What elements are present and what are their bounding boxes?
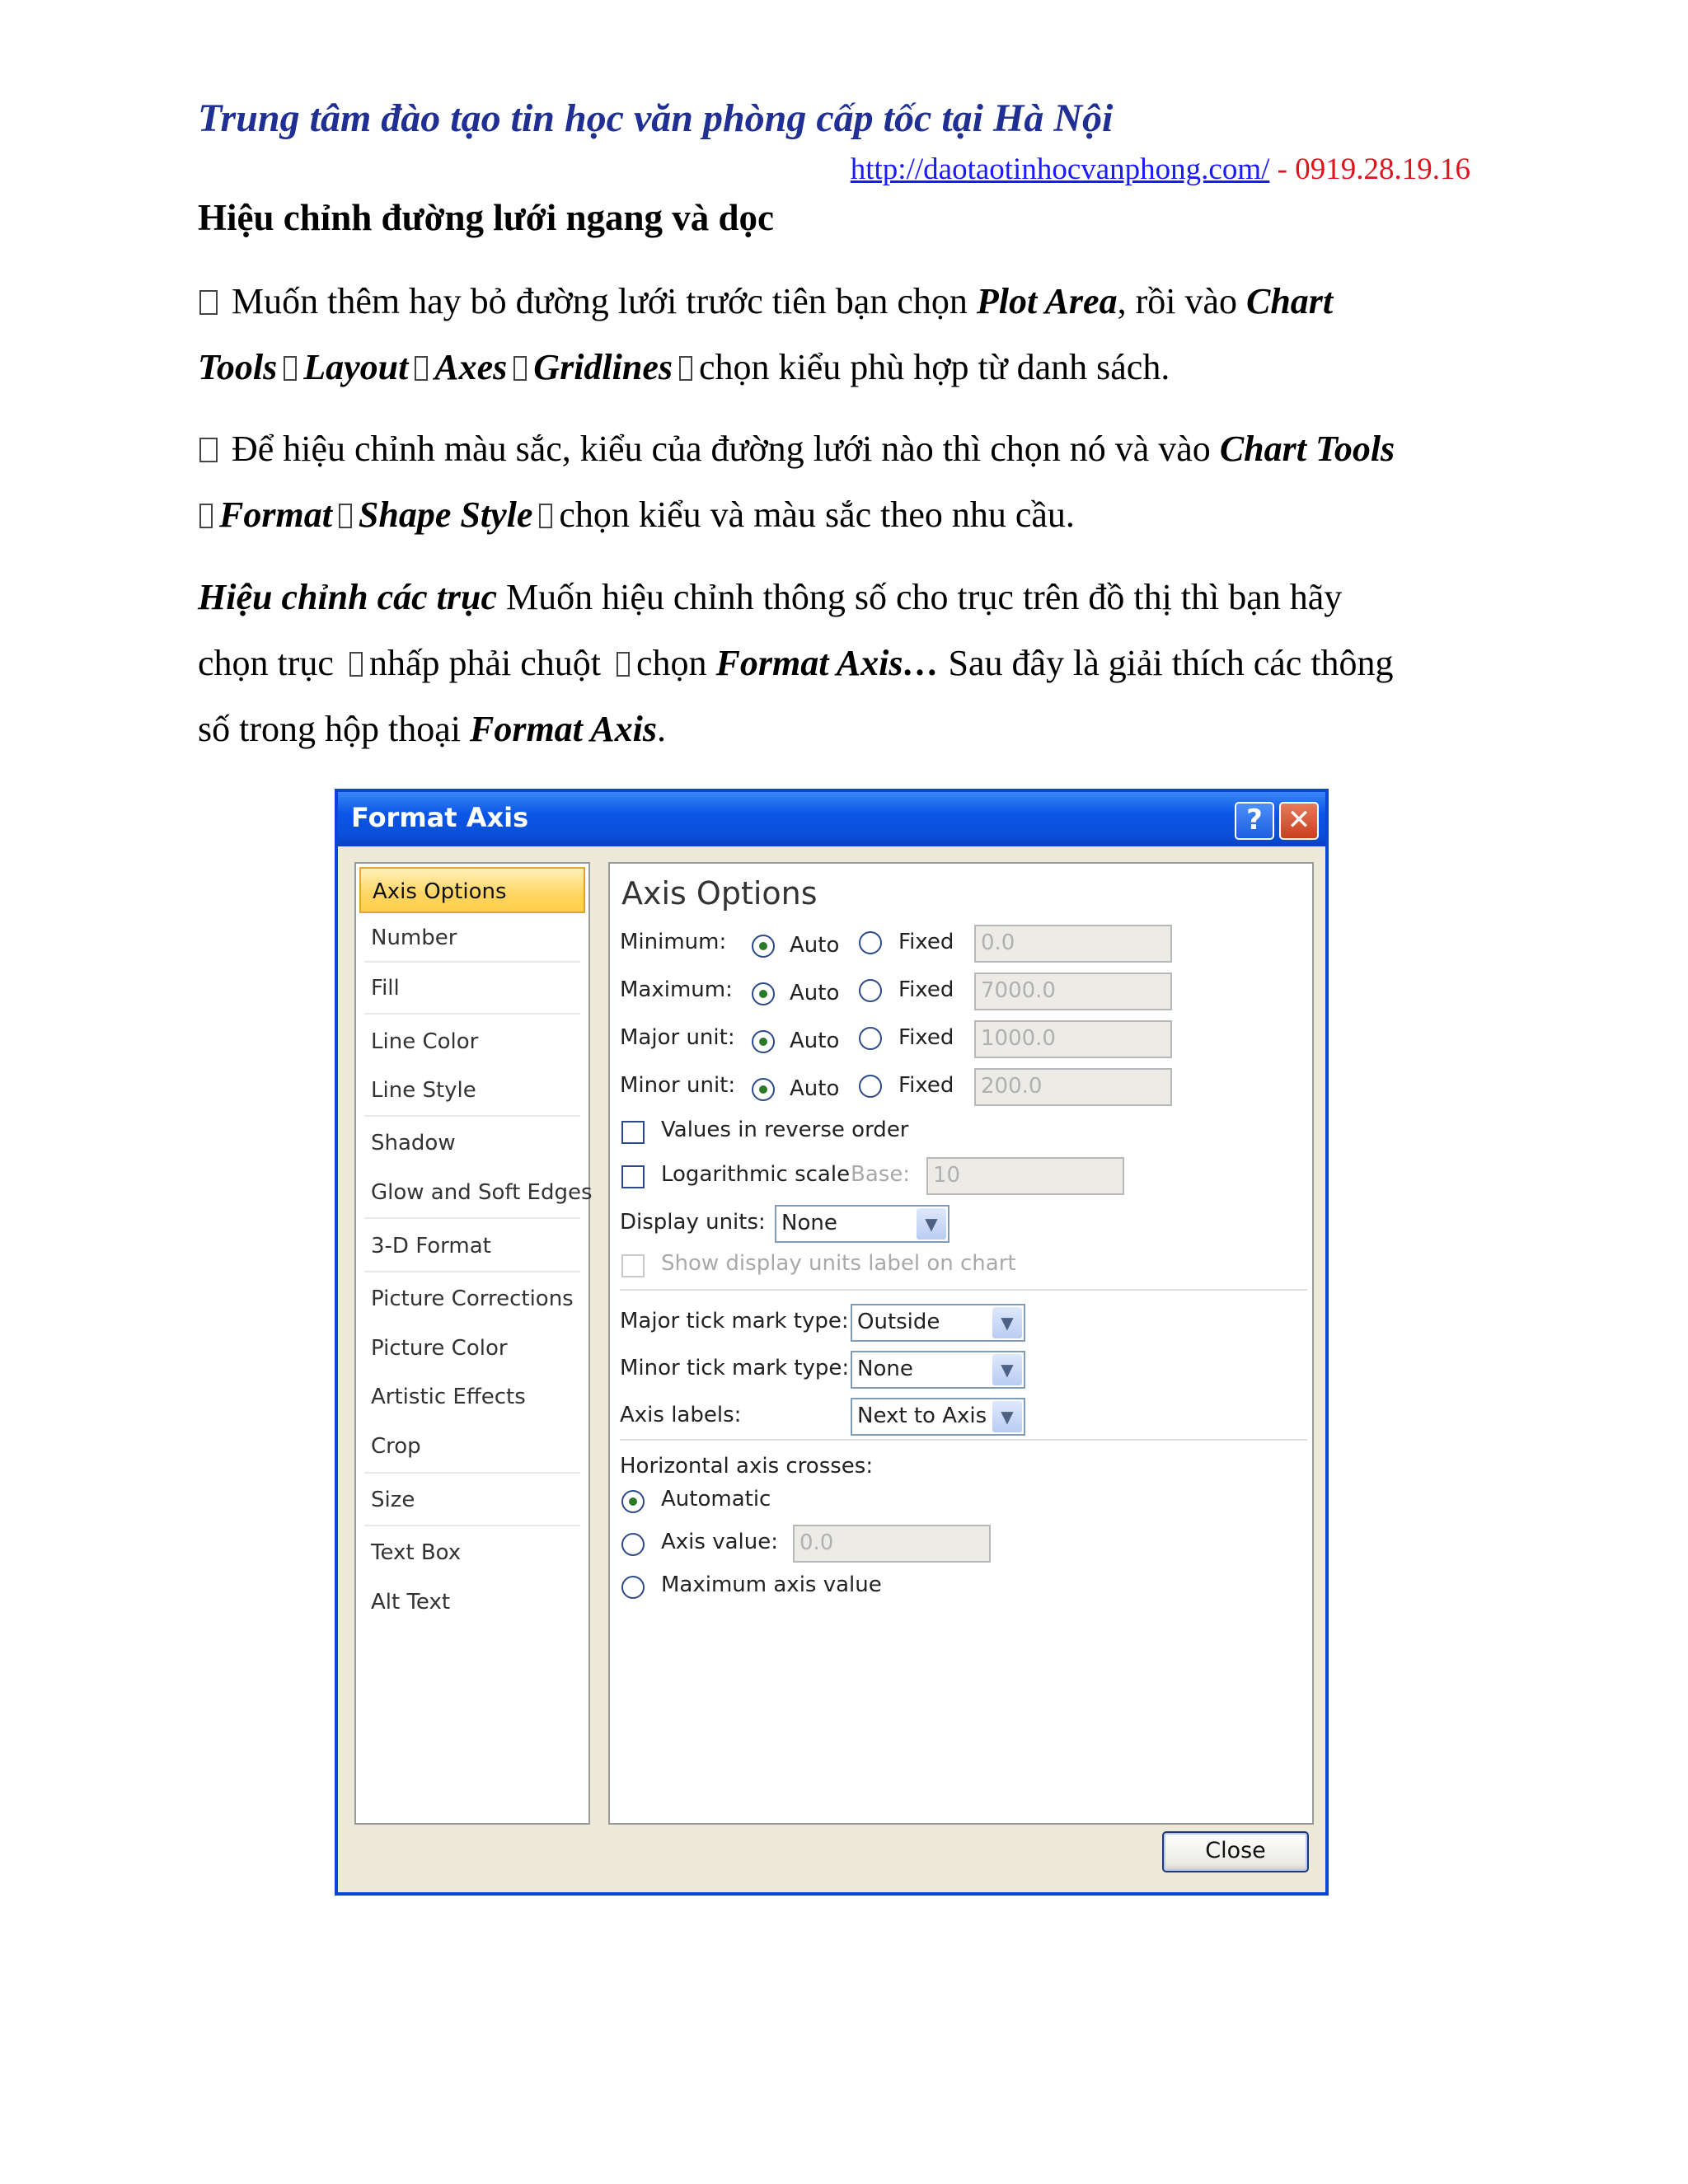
chevron-down-icon: ▼ <box>917 1208 946 1240</box>
major-unit-auto-radio[interactable] <box>752 1030 775 1053</box>
axis-labels-label: Axis labels: <box>620 1403 742 1427</box>
nav-crop[interactable]: Crop <box>371 1434 421 1459</box>
h-axis-crosses-label: Horizontal axis crosses: <box>620 1454 874 1479</box>
nav-axis-options[interactable]: Axis Options <box>359 867 585 913</box>
nav-text-box[interactable]: Text Box <box>371 1540 462 1565</box>
axis-value-radio[interactable] <box>621 1533 645 1556</box>
website-link[interactable]: http://daotaotinhocvanphong.com/ <box>850 152 1270 186</box>
major-unit-value-field[interactable]: 1000.0 <box>974 1020 1172 1058</box>
arrow-box-icon <box>415 356 428 381</box>
maximum-axis-value-label: Maximum axis value <box>661 1572 882 1597</box>
axis-labels-dropdown[interactable]: Next to Axis ▼ <box>851 1398 1025 1436</box>
display-units-dropdown[interactable]: None ▼ <box>775 1205 950 1243</box>
header-title: Trung tâm đào tạo tin học văn phòng cấp tốc tại Hà Nội <box>198 96 1114 140</box>
major-tick-label: Major tick mark type: <box>620 1309 849 1333</box>
nav-divider <box>364 1013 580 1015</box>
display-units-label: Display units: <box>620 1210 766 1235</box>
section-heading: Hiệu chỉnh đường lưới ngang và dọc <box>198 197 775 238</box>
maximum-fixed-radio[interactable] <box>859 979 882 1002</box>
minor-unit-fixed-radio[interactable] <box>859 1075 882 1098</box>
fixed-label: Fixed <box>898 977 954 1002</box>
phone-number: 0919.28.19.16 <box>1295 152 1470 186</box>
chevron-down-icon: ▼ <box>992 1354 1022 1385</box>
nav-line-style[interactable]: Line Style <box>371 1078 476 1103</box>
section-divider <box>620 1289 1307 1291</box>
auto-label: Auto <box>790 1076 840 1101</box>
paragraph-gridlines-format <box>198 416 1492 548</box>
nav-artistic-effects[interactable]: Artistic Effects <box>371 1385 526 1409</box>
auto-label: Auto <box>790 981 840 1005</box>
close-window-button[interactable]: ✕ <box>1279 802 1319 840</box>
format-axis-dialog <box>335 789 1329 1896</box>
values-reverse-label: Values in reverse order <box>661 1118 909 1142</box>
major-unit-fixed-radio[interactable] <box>859 1027 882 1050</box>
nav-divider <box>364 1115 580 1117</box>
auto-label: Auto <box>790 933 840 958</box>
auto-label: Auto <box>790 1029 840 1053</box>
bullet-box-icon <box>199 290 218 315</box>
fixed-label: Fixed <box>898 930 954 954</box>
nav-picture-color[interactable]: Picture Color <box>371 1336 508 1361</box>
nav-glow-soft-edges[interactable]: Glow and Soft Edges <box>371 1180 593 1205</box>
help-button[interactable]: ? <box>1235 802 1274 840</box>
paragraph-line: số trong hộp thoại Format Axis. <box>198 709 666 749</box>
maximum-axis-value-radio[interactable] <box>621 1576 645 1599</box>
nav-alt-text[interactable]: Alt Text <box>371 1590 451 1615</box>
nav-divider <box>364 961 580 963</box>
major-unit-label: Major unit: <box>620 1025 735 1050</box>
nav-divider <box>364 1217 580 1219</box>
minor-unit-value-field[interactable]: 200.0 <box>974 1068 1172 1106</box>
minimum-fixed-radio[interactable] <box>859 931 882 954</box>
arrow-box-icon <box>679 356 692 381</box>
minor-tick-dropdown[interactable]: None ▼ <box>851 1351 1025 1389</box>
arrow-box-icon <box>284 356 297 381</box>
arrow-box-icon <box>339 504 352 528</box>
arrow-box-icon <box>513 356 527 381</box>
dialog-title: Format Axis <box>351 802 529 833</box>
automatic-label: Automatic <box>661 1487 771 1511</box>
axis-value-field[interactable]: 0.0 <box>793 1525 991 1563</box>
maximum-auto-radio[interactable] <box>752 982 775 1005</box>
show-units-label-text: Show display units label on chart <box>661 1251 1016 1276</box>
minor-unit-auto-radio[interactable] <box>752 1078 775 1101</box>
panel-title: Axis Options <box>621 875 818 912</box>
header-contact <box>851 152 1470 187</box>
nav-number[interactable]: Number <box>371 926 457 950</box>
arrow-box-icon <box>617 652 630 677</box>
nav-3d-format[interactable]: 3-D Format <box>371 1234 491 1258</box>
category-list <box>354 862 593 1825</box>
paragraph-gridlines-add <box>198 269 1492 401</box>
paragraph-axes <box>198 565 1492 762</box>
base-label: Base: <box>851 1162 911 1187</box>
log-scale-label: Logarithmic scale <box>661 1162 851 1187</box>
paragraph-line: chọn trục nhấp phải chuột chọn Format Axis… Sau đây là giải thích các thông <box>198 643 1394 683</box>
minimum-value-field[interactable]: 0.0 <box>974 925 1172 963</box>
paragraph-line: Muốn thêm hay bỏ đường lưới trước tiên bạn chọn Plot Area, rồi vào Chart <box>198 269 1492 335</box>
maximum-label: Maximum: <box>620 977 733 1002</box>
nav-picture-corrections[interactable]: Picture Corrections <box>371 1286 574 1311</box>
nav-divider <box>364 1525 580 1526</box>
paragraph-line: Format Shape Style chọn kiểu và màu sắc theo nhu cầu. <box>198 482 1492 548</box>
dialog-titlebar[interactable] <box>338 792 1325 846</box>
header-separator: - <box>1269 152 1296 186</box>
arrow-box-icon <box>199 504 213 528</box>
nav-fill[interactable]: Fill <box>371 976 400 1001</box>
minor-unit-label: Minor unit: <box>620 1073 736 1098</box>
nav-size[interactable]: Size <box>371 1488 415 1512</box>
log-scale-checkbox[interactable] <box>621 1165 645 1188</box>
chevron-down-icon: ▼ <box>992 1401 1022 1432</box>
paragraph-line: Hiệu chỉnh các trục Muốn hiệu chỉnh thông số cho trục trên đồ thị thì bạn hãy <box>198 577 1343 617</box>
minimum-label: Minimum: <box>620 930 727 954</box>
show-units-label-checkbox[interactable] <box>621 1254 645 1277</box>
chevron-down-icon: ▼ <box>992 1307 1022 1338</box>
nav-divider <box>364 1472 580 1474</box>
nav-line-color[interactable]: Line Color <box>371 1029 479 1054</box>
arrow-box-icon <box>539 504 552 528</box>
base-value-field[interactable]: 10 <box>926 1157 1124 1195</box>
arrow-box-icon <box>349 652 363 677</box>
maximum-value-field[interactable]: 7000.0 <box>974 972 1172 1010</box>
axis-value-label: Axis value: <box>661 1530 778 1554</box>
fixed-label: Fixed <box>898 1073 954 1098</box>
fixed-label: Fixed <box>898 1025 954 1050</box>
bullet-box-icon <box>199 438 218 462</box>
close-button[interactable]: Close <box>1162 1831 1309 1872</box>
major-tick-dropdown[interactable]: Outside ▼ <box>851 1304 1025 1342</box>
values-reverse-checkbox[interactable] <box>621 1121 645 1144</box>
nav-divider <box>364 1271 580 1272</box>
nav-shadow[interactable]: Shadow <box>371 1131 456 1155</box>
section-divider <box>620 1439 1307 1441</box>
automatic-radio[interactable] <box>621 1490 645 1513</box>
axis-options-panel <box>608 862 1314 1825</box>
minor-tick-label: Minor tick mark type: <box>620 1356 850 1380</box>
paragraph-line: Để hiệu chỉnh màu sắc, kiểu của đường lưới nào thì chọn nó và vào Chart Tools <box>198 416 1492 482</box>
minimum-auto-radio[interactable] <box>752 935 775 958</box>
paragraph-line: Tools Layout Axes Gridlines chọn kiểu phù hợp từ danh sách. <box>198 347 1170 387</box>
